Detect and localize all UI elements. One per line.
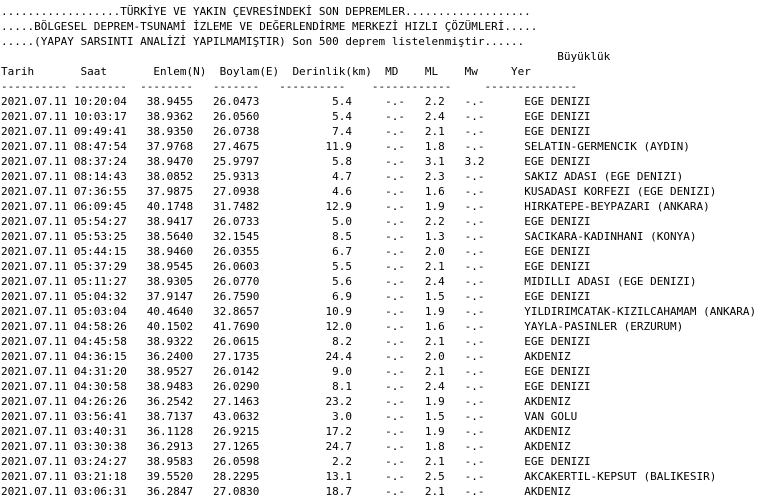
cell-md: -.- xyxy=(385,350,406,363)
cell-place: HIRKATEPE-BEYPAZARI (ANKARA) xyxy=(524,200,710,213)
column-header-row xyxy=(1,64,756,79)
cell-ml: 2.1 xyxy=(424,365,445,378)
cell-md: -.- xyxy=(385,290,406,303)
cell-ml: 1.6 xyxy=(424,320,445,333)
cell-depth: 5.5 xyxy=(332,260,353,273)
cell-date: 2021.07.11 xyxy=(1,320,68,333)
cell-time: 03:30:38 xyxy=(73,440,127,453)
cell-date: 2021.07.11 xyxy=(1,200,68,213)
cell-ml: 2.2 xyxy=(424,95,445,108)
cell-depth: 6.7 xyxy=(332,245,353,258)
cell-depth: 2.2 xyxy=(332,455,353,468)
cell-mw: -.- xyxy=(464,335,485,348)
cell-md: -.- xyxy=(385,230,406,243)
cell-md: -.- xyxy=(385,425,406,438)
cell-ml: 2.4 xyxy=(424,275,445,288)
cell-ml: 3.1 xyxy=(424,155,445,168)
cell-depth: 7.4 xyxy=(332,125,353,138)
cell-place: EGE DENIZI xyxy=(524,290,591,303)
cell-latitude: 40.1502 xyxy=(146,320,194,333)
cell-place: EGE DENIZI xyxy=(524,380,591,393)
cell-mw: -.- xyxy=(464,380,485,393)
cell-depth: 4.7 xyxy=(332,170,353,183)
cell-ml: 2.1 xyxy=(424,125,445,138)
title-line: ..................TÜRKİYE VE YAKIN ÇEVRESİNDEKİ SON DEPREMLER................... xyxy=(1,5,531,18)
cell-time: 04:31:20 xyxy=(73,365,127,378)
cell-longitude: 25.9797 xyxy=(212,155,260,168)
cell-md: -.- xyxy=(385,125,406,138)
cell-depth: 12.0 xyxy=(325,320,353,333)
cell-ml: 2.1 xyxy=(424,260,445,273)
table-row xyxy=(1,364,756,379)
cell-md: -.- xyxy=(385,305,406,318)
cell-date: 2021.07.11 xyxy=(1,455,68,468)
cell-place: SELATIN-GERMENCIK (AYDIN) xyxy=(524,140,690,153)
cell-date: 2021.07.11 xyxy=(1,335,68,348)
cell-mw: -.- xyxy=(464,440,485,453)
cell-date: 2021.07.11 xyxy=(1,350,68,363)
cell-ml: 2.4 xyxy=(424,380,445,393)
cell-time: 03:21:18 xyxy=(73,470,127,483)
table-row xyxy=(1,229,756,244)
cell-ml: 2.3 xyxy=(424,170,445,183)
cell-mw: -.- xyxy=(464,350,485,363)
cell-depth: 5.0 xyxy=(332,215,353,228)
cell-ml: 1.8 xyxy=(424,140,445,153)
cell-longitude: 43.0632 xyxy=(212,410,260,423)
cell-ml: 1.9 xyxy=(424,425,445,438)
cell-time: 05:53:25 xyxy=(73,230,127,243)
cell-mw: -.- xyxy=(464,140,485,153)
cell-latitude: 37.9875 xyxy=(146,185,194,198)
cell-md: -.- xyxy=(385,485,406,498)
subtitle-line: .....BÖLGESEL DEPREM-TSUNAMİ İZLEME VE DEĞERLENDİRME MERKEZİ HIZLI ÇÖZÜMLERİ..... xyxy=(1,20,538,33)
cell-depth: 17.2 xyxy=(325,425,353,438)
cell-mw: -.- xyxy=(464,245,485,258)
cell-ml: 1.5 xyxy=(424,410,445,423)
cell-latitude: 40.4640 xyxy=(146,305,194,318)
cell-ml: 2.0 xyxy=(424,350,445,363)
cell-time: 08:14:43 xyxy=(73,170,127,183)
cell-time: 08:47:54 xyxy=(73,140,127,153)
cell-time: 04:26:26 xyxy=(73,395,127,408)
cell-latitude: 38.9583 xyxy=(146,455,194,468)
cell-place: KUSADASI KORFEZI (EGE DENIZI) xyxy=(524,185,717,198)
cell-depth: 5.4 xyxy=(332,110,353,123)
cell-md: -.- xyxy=(385,365,406,378)
table-row xyxy=(1,154,756,169)
table-row xyxy=(1,199,756,214)
cell-latitude: 38.9362 xyxy=(146,110,194,123)
cell-longitude: 26.0290 xyxy=(212,380,260,393)
table-row xyxy=(1,334,756,349)
column-header-mw: Mw xyxy=(464,65,478,78)
cell-depth: 8.5 xyxy=(332,230,353,243)
cell-depth: 9.0 xyxy=(332,365,353,378)
cell-ml: 2.4 xyxy=(424,110,445,123)
cell-ml: 1.5 xyxy=(424,290,445,303)
cell-date: 2021.07.11 xyxy=(1,365,68,378)
cell-latitude: 38.9305 xyxy=(146,275,194,288)
cell-md: -.- xyxy=(385,320,406,333)
cell-depth: 18.7 xyxy=(325,485,353,498)
cell-depth: 10.9 xyxy=(325,305,353,318)
cell-md: -.- xyxy=(385,335,406,348)
table-row xyxy=(1,454,756,469)
cell-latitude: 38.9545 xyxy=(146,260,194,273)
cell-mw: -.- xyxy=(464,395,485,408)
cell-date: 2021.07.11 xyxy=(1,185,68,198)
cell-depth: 8.2 xyxy=(332,335,353,348)
cell-mw: -.- xyxy=(464,305,485,318)
cell-time: 05:54:27 xyxy=(73,215,127,228)
cell-ml: 1.9 xyxy=(424,305,445,318)
cell-longitude: 27.1265 xyxy=(212,440,260,453)
cell-mw: -.- xyxy=(464,170,485,183)
cell-place: EGE DENIZI xyxy=(524,155,591,168)
cell-longitude: 32.1545 xyxy=(212,230,260,243)
cell-depth: 3.0 xyxy=(332,410,353,423)
cell-time: 04:45:58 xyxy=(73,335,127,348)
cell-ml: 2.0 xyxy=(424,245,445,258)
cell-date: 2021.07.11 xyxy=(1,425,68,438)
cell-date: 2021.07.11 xyxy=(1,170,68,183)
table-row xyxy=(1,259,756,274)
cell-ml: 1.9 xyxy=(424,200,445,213)
cell-longitude: 26.0615 xyxy=(212,335,260,348)
cell-longitude: 26.0770 xyxy=(212,275,260,288)
cell-mw: -.- xyxy=(464,290,485,303)
cell-longitude: 26.0733 xyxy=(212,215,260,228)
cell-latitude: 37.9768 xyxy=(146,140,194,153)
cell-mw: -.- xyxy=(464,275,485,288)
cell-depth: 11.9 xyxy=(325,140,353,153)
table-row xyxy=(1,94,756,109)
cell-date: 2021.07.11 xyxy=(1,305,68,318)
cell-place: AKCAKERTIL-KEPSUT (BALIKESIR) xyxy=(524,470,717,483)
table-row xyxy=(1,349,756,364)
cell-longitude: 27.1463 xyxy=(212,395,260,408)
header-underline: ---------- -------- -------- ------- ---------- ------------ -------------- xyxy=(1,80,578,93)
cell-latitude: 38.9470 xyxy=(146,155,194,168)
cell-longitude: 26.0738 xyxy=(212,125,260,138)
cell-time: 04:58:26 xyxy=(73,320,127,333)
cell-ml: 1.9 xyxy=(424,395,445,408)
column-header-place: Yer xyxy=(511,65,531,78)
cell-ml: 1.6 xyxy=(424,185,445,198)
table-row xyxy=(1,319,756,334)
note-line: .....(YAPAY SARSINTI ANALİZİ YAPILMAMIŞTIR) Son 500 deprem listelenmiştir...... xyxy=(1,35,525,48)
cell-longitude: 32.8657 xyxy=(212,305,260,318)
cell-mw: -.- xyxy=(464,485,485,498)
cell-date: 2021.07.11 xyxy=(1,125,68,138)
cell-date: 2021.07.11 xyxy=(1,260,68,273)
cell-depth: 5.8 xyxy=(332,155,353,168)
cell-mw: -.- xyxy=(464,200,485,213)
table-row xyxy=(1,184,756,199)
cell-time: 05:37:29 xyxy=(73,260,127,273)
cell-date: 2021.07.11 xyxy=(1,440,68,453)
cell-date: 2021.07.11 xyxy=(1,140,68,153)
cell-place: AKDENIZ xyxy=(524,395,571,408)
cell-date: 2021.07.11 xyxy=(1,470,68,483)
cell-date: 2021.07.11 xyxy=(1,485,68,498)
earthquake-listing xyxy=(1,4,756,499)
cell-depth: 4.6 xyxy=(332,185,353,198)
cell-mw: -.- xyxy=(464,470,485,483)
column-header-time: Saat xyxy=(80,65,107,78)
cell-mw: -.- xyxy=(464,365,485,378)
cell-date: 2021.07.11 xyxy=(1,110,68,123)
cell-depth: 12.9 xyxy=(325,200,353,213)
table-row xyxy=(1,139,756,154)
cell-place: YILDIRIMCATAK-KIZILCAHAMAM (ANKARA) xyxy=(524,305,757,318)
cell-md: -.- xyxy=(385,140,406,153)
cell-time: 10:20:04 xyxy=(73,95,127,108)
cell-longitude: 26.0473 xyxy=(212,95,260,108)
cell-place: EGE DENIZI xyxy=(524,125,591,138)
cell-latitude: 36.1128 xyxy=(146,425,194,438)
table-row xyxy=(1,304,756,319)
cell-time: 05:03:04 xyxy=(73,305,127,318)
table-row xyxy=(1,379,756,394)
column-header-depth: Derinlik(km) xyxy=(292,65,372,78)
cell-mw: -.- xyxy=(464,260,485,273)
cell-md: -.- xyxy=(385,275,406,288)
cell-latitude: 36.2847 xyxy=(146,485,194,498)
table-row xyxy=(1,109,756,124)
cell-md: -.- xyxy=(385,440,406,453)
cell-mw: -.- xyxy=(464,110,485,123)
cell-time: 04:30:58 xyxy=(73,380,127,393)
cell-time: 08:37:24 xyxy=(73,155,127,168)
table-row xyxy=(1,469,756,484)
cell-mw: -.- xyxy=(464,425,485,438)
earthquake-rows xyxy=(1,94,756,499)
cell-depth: 5.4 xyxy=(332,95,353,108)
cell-md: -.- xyxy=(385,260,406,273)
cell-time: 03:40:31 xyxy=(73,425,127,438)
cell-depth: 23.2 xyxy=(325,395,353,408)
cell-time: 07:36:55 xyxy=(73,185,127,198)
cell-time: 09:49:41 xyxy=(73,125,127,138)
column-header-date: Tarih xyxy=(1,65,35,78)
cell-ml: 2.2 xyxy=(424,215,445,228)
cell-place: AKDENIZ xyxy=(524,350,571,363)
table-row xyxy=(1,274,756,289)
table-row xyxy=(1,169,756,184)
magnitude-group-label: Büyüklük xyxy=(557,50,611,63)
cell-date: 2021.07.11 xyxy=(1,410,68,423)
table-row xyxy=(1,394,756,409)
cell-latitude: 38.9527 xyxy=(146,365,194,378)
cell-mw: -.- xyxy=(464,410,485,423)
table-row xyxy=(1,214,756,229)
table-row xyxy=(1,124,756,139)
column-header-md: MD xyxy=(385,65,399,78)
cell-mw: -.- xyxy=(464,455,485,468)
cell-longitude: 27.4675 xyxy=(212,140,260,153)
cell-longitude: 27.0830 xyxy=(212,485,260,498)
cell-latitude: 38.5640 xyxy=(146,230,194,243)
cell-latitude: 38.9455 xyxy=(146,95,194,108)
cell-latitude: 36.2400 xyxy=(146,350,194,363)
cell-time: 05:04:32 xyxy=(73,290,127,303)
magnitude-group-header xyxy=(1,49,756,64)
cell-place: EGE DENIZI xyxy=(524,110,591,123)
cell-md: -.- xyxy=(385,185,406,198)
cell-md: -.- xyxy=(385,155,406,168)
cell-date: 2021.07.11 xyxy=(1,275,68,288)
cell-time: 10:03:17 xyxy=(73,110,127,123)
cell-md: -.- xyxy=(385,215,406,228)
cell-place: EGE DENIZI xyxy=(524,95,591,108)
table-row xyxy=(1,244,756,259)
cell-md: -.- xyxy=(385,170,406,183)
cell-longitude: 26.0142 xyxy=(212,365,260,378)
cell-md: -.- xyxy=(385,245,406,258)
cell-latitude: 38.9460 xyxy=(146,245,194,258)
cell-mw: -.- xyxy=(464,230,485,243)
cell-date: 2021.07.11 xyxy=(1,395,68,408)
cell-place: EGE DENIZI xyxy=(524,455,591,468)
cell-time: 05:11:27 xyxy=(73,275,127,288)
cell-depth: 5.6 xyxy=(332,275,353,288)
cell-latitude: 38.9350 xyxy=(146,125,194,138)
cell-place: MIDILLI ADASI (EGE DENIZI) xyxy=(524,275,697,288)
cell-depth: 24.4 xyxy=(325,350,353,363)
cell-place: YAYLA-PASINLER (ERZURUM) xyxy=(524,320,684,333)
cell-longitude: 41.7690 xyxy=(212,320,260,333)
cell-place: AKDENIZ xyxy=(524,440,571,453)
cell-date: 2021.07.11 xyxy=(1,95,68,108)
cell-depth: 24.7 xyxy=(325,440,353,453)
cell-place: SAKIZ ADASI (EGE DENIZI) xyxy=(524,170,684,183)
cell-longitude: 25.9313 xyxy=(212,170,260,183)
table-row xyxy=(1,424,756,439)
cell-longitude: 26.0355 xyxy=(212,245,260,258)
cell-latitude: 38.9483 xyxy=(146,380,194,393)
cell-place: EGE DENIZI xyxy=(524,335,591,348)
cell-md: -.- xyxy=(385,380,406,393)
cell-time: 04:36:15 xyxy=(73,350,127,363)
cell-time: 03:06:31 xyxy=(73,485,127,498)
cell-longitude: 26.0560 xyxy=(212,110,260,123)
cell-longitude: 26.9215 xyxy=(212,425,260,438)
cell-latitude: 38.9417 xyxy=(146,215,194,228)
cell-date: 2021.07.11 xyxy=(1,230,68,243)
cell-mw: -.- xyxy=(464,185,485,198)
cell-latitude: 37.9147 xyxy=(146,290,194,303)
cell-md: -.- xyxy=(385,470,406,483)
cell-mw: -.- xyxy=(464,320,485,333)
cell-ml: 2.1 xyxy=(424,335,445,348)
cell-place: EGE DENIZI xyxy=(524,365,591,378)
cell-longitude: 27.0938 xyxy=(212,185,260,198)
cell-longitude: 27.1735 xyxy=(212,350,260,363)
cell-ml: 2.5 xyxy=(424,470,445,483)
cell-place: AKDENIZ xyxy=(524,425,571,438)
cell-mw: -.- xyxy=(464,215,485,228)
cell-latitude: 38.9322 xyxy=(146,335,194,348)
cell-time: 03:24:27 xyxy=(73,455,127,468)
column-header-lat: Enlem(N) xyxy=(153,65,207,78)
table-row xyxy=(1,439,756,454)
cell-mw: -.- xyxy=(464,95,485,108)
cell-depth: 8.1 xyxy=(332,380,353,393)
cell-latitude: 38.0852 xyxy=(146,170,194,183)
cell-longitude: 26.7590 xyxy=(212,290,260,303)
column-header-ml: ML xyxy=(424,65,439,78)
cell-place: EGE DENIZI xyxy=(524,260,591,273)
cell-date: 2021.07.11 xyxy=(1,215,68,228)
column-header-lon: Boylam(E) xyxy=(219,65,280,78)
cell-md: -.- xyxy=(385,200,406,213)
cell-longitude: 31.7482 xyxy=(212,200,260,213)
cell-md: -.- xyxy=(385,455,406,468)
cell-md: -.- xyxy=(385,110,406,123)
cell-latitude: 36.2913 xyxy=(146,440,194,453)
cell-place: VAN GOLU xyxy=(524,410,578,423)
cell-depth: 6.9 xyxy=(332,290,353,303)
cell-longitude: 26.0598 xyxy=(212,455,260,468)
cell-ml: 2.1 xyxy=(424,455,445,468)
cell-latitude: 40.1748 xyxy=(146,200,194,213)
cell-mw: -.- xyxy=(464,125,485,138)
table-row xyxy=(1,289,756,304)
cell-md: -.- xyxy=(385,395,406,408)
cell-longitude: 28.2295 xyxy=(212,470,260,483)
cell-date: 2021.07.11 xyxy=(1,380,68,393)
cell-latitude: 39.5520 xyxy=(146,470,194,483)
cell-place: EGE DENIZI xyxy=(524,215,591,228)
cell-date: 2021.07.11 xyxy=(1,290,68,303)
cell-time: 03:56:41 xyxy=(73,410,127,423)
cell-place: AKDENIZ xyxy=(524,485,571,498)
cell-ml: 1.8 xyxy=(424,440,445,453)
cell-time: 06:09:45 xyxy=(73,200,127,213)
cell-latitude: 36.2542 xyxy=(146,395,194,408)
cell-ml: 2.1 xyxy=(424,485,445,498)
cell-longitude: 26.0603 xyxy=(212,260,260,273)
cell-date: 2021.07.11 xyxy=(1,245,68,258)
cell-ml: 1.3 xyxy=(424,230,445,243)
cell-latitude: 38.7137 xyxy=(146,410,194,423)
cell-time: 05:44:15 xyxy=(73,245,127,258)
table-row xyxy=(1,484,756,499)
cell-md: -.- xyxy=(385,410,406,423)
cell-place: SACIKARA-KADINHANI (KONYA) xyxy=(524,230,697,243)
cell-place: EGE DENIZI xyxy=(524,245,591,258)
cell-depth: 13.1 xyxy=(325,470,353,483)
cell-mw: 3.2 xyxy=(464,155,485,168)
cell-md: -.- xyxy=(385,95,406,108)
table-row xyxy=(1,409,756,424)
cell-date: 2021.07.11 xyxy=(1,155,68,168)
